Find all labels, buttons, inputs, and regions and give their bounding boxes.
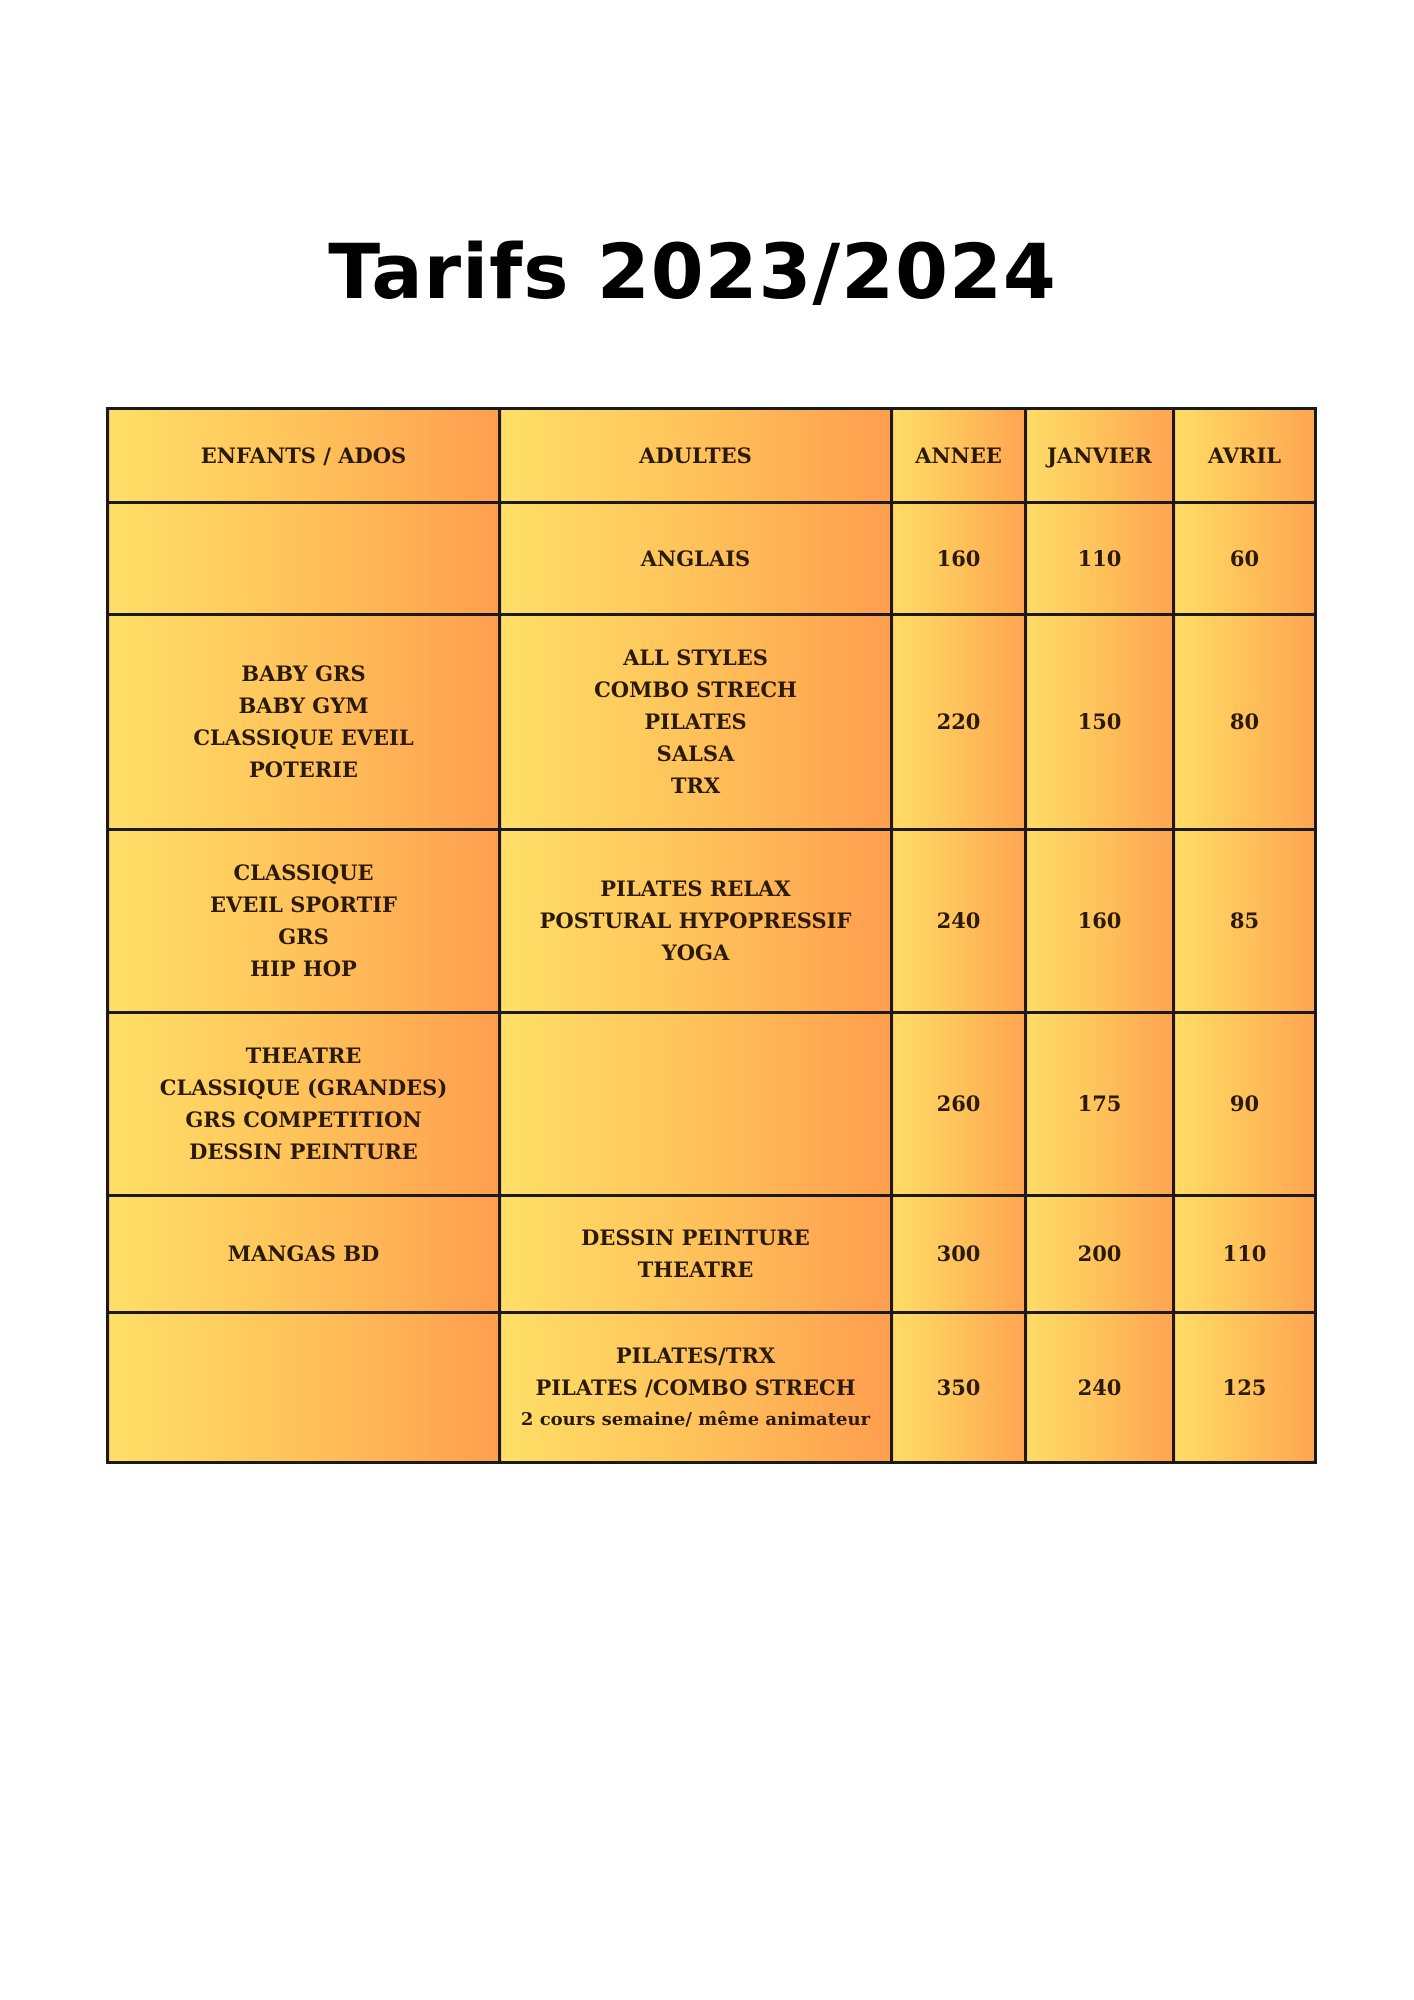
activity-label: PILATES/TRX	[615, 1342, 776, 1368]
price-annee: 300	[892, 1196, 1026, 1313]
table-row	[108, 830, 1316, 1013]
activity-label: CLASSIQUE	[233, 860, 374, 885]
header-annee: ANNEE	[892, 409, 1026, 503]
activity-label: GRS COMPETITION	[185, 1107, 422, 1132]
price-avril: 85	[1174, 830, 1316, 1013]
tarifs-table	[106, 407, 1317, 1464]
activity-label: CLASSIQUE EVEIL	[193, 725, 414, 750]
header-adultes: ADULTES	[500, 409, 892, 503]
table-row	[108, 1313, 1316, 1463]
price-annee: 220	[892, 615, 1026, 830]
cell-adultes	[500, 615, 892, 830]
price-annee: 260	[892, 1013, 1026, 1196]
price-avril: 60	[1174, 503, 1316, 615]
activity-label: THEATRE	[637, 1257, 754, 1282]
cell-adultes	[500, 1196, 892, 1313]
price-avril: 110	[1174, 1196, 1316, 1313]
price-avril: 125	[1174, 1313, 1316, 1463]
table-row	[108, 1196, 1316, 1313]
price-annee: 240	[892, 830, 1026, 1013]
header-enfants-ados: ENFANTS / ADOS	[108, 409, 500, 503]
cell-enfants-ados	[108, 503, 500, 615]
activity-label: TRX	[670, 773, 721, 798]
activity-label: CLASSIQUE (GRANDES)	[159, 1075, 448, 1100]
activity-label: BABY GRS	[241, 661, 366, 686]
price-janvier: 175	[1026, 1013, 1174, 1196]
price-annee: 350	[892, 1313, 1026, 1463]
activity-label: GRS	[278, 924, 329, 949]
cell-enfants-ados	[108, 1013, 500, 1196]
tarifs-table-container	[106, 407, 1314, 1461]
header-avril: AVRIL	[1174, 409, 1316, 503]
activity-label: EVEIL SPORTIF	[210, 892, 397, 917]
activity-label: PILATES /COMBO STRECH	[535, 1374, 856, 1400]
price-annee: 160	[892, 503, 1026, 615]
cell-enfants-ados	[108, 615, 500, 830]
cell-enfants-ados	[108, 1313, 500, 1463]
table-row	[108, 1013, 1316, 1196]
table-header-row	[108, 409, 1316, 503]
activity-label: PILATES RELAX	[600, 876, 791, 901]
price-avril: 90	[1174, 1013, 1316, 1196]
table-row	[108, 503, 1316, 615]
price-janvier: 200	[1026, 1196, 1174, 1313]
activity-label: HIP HOP	[250, 956, 357, 981]
activity-label: ALL STYLES	[623, 645, 768, 670]
price-janvier: 150	[1026, 615, 1174, 830]
price-avril: 80	[1174, 615, 1316, 830]
cell-adultes	[500, 830, 892, 1013]
activity-label: THEATRE	[245, 1043, 362, 1068]
cell-enfants-ados	[108, 1196, 500, 1313]
activity-label: MANGAS BD	[227, 1241, 380, 1266]
activity-note: 2 cours semaine/ même animateur	[520, 1408, 871, 1430]
header-janvier: JANVIER	[1026, 409, 1174, 503]
cell-enfants-ados	[108, 830, 500, 1013]
activity-label: YOGA	[661, 940, 730, 965]
table-row	[108, 615, 1316, 830]
activity-label: DESSIN PEINTURE	[581, 1225, 810, 1250]
price-janvier: 160	[1026, 830, 1174, 1013]
activity-label: DESSIN PEINTURE	[189, 1139, 418, 1164]
page-title: Tarifs 2023/2024	[328, 227, 1057, 316]
cell-adultes	[500, 1313, 892, 1463]
activity-label: ANGLAIS	[640, 545, 751, 571]
cell-adultes	[500, 1013, 892, 1196]
activity-label: SALSA	[656, 741, 735, 766]
activity-label: PILATES	[644, 709, 747, 734]
price-janvier: 110	[1026, 503, 1174, 615]
activity-label: POTERIE	[249, 757, 358, 782]
activity-label: BABY GYM	[238, 693, 369, 718]
price-janvier: 240	[1026, 1313, 1174, 1463]
activity-label: COMBO STRECH	[594, 677, 797, 702]
cell-adultes	[500, 503, 892, 615]
activity-label: POSTURAL HYPOPRESSIF	[539, 908, 852, 933]
